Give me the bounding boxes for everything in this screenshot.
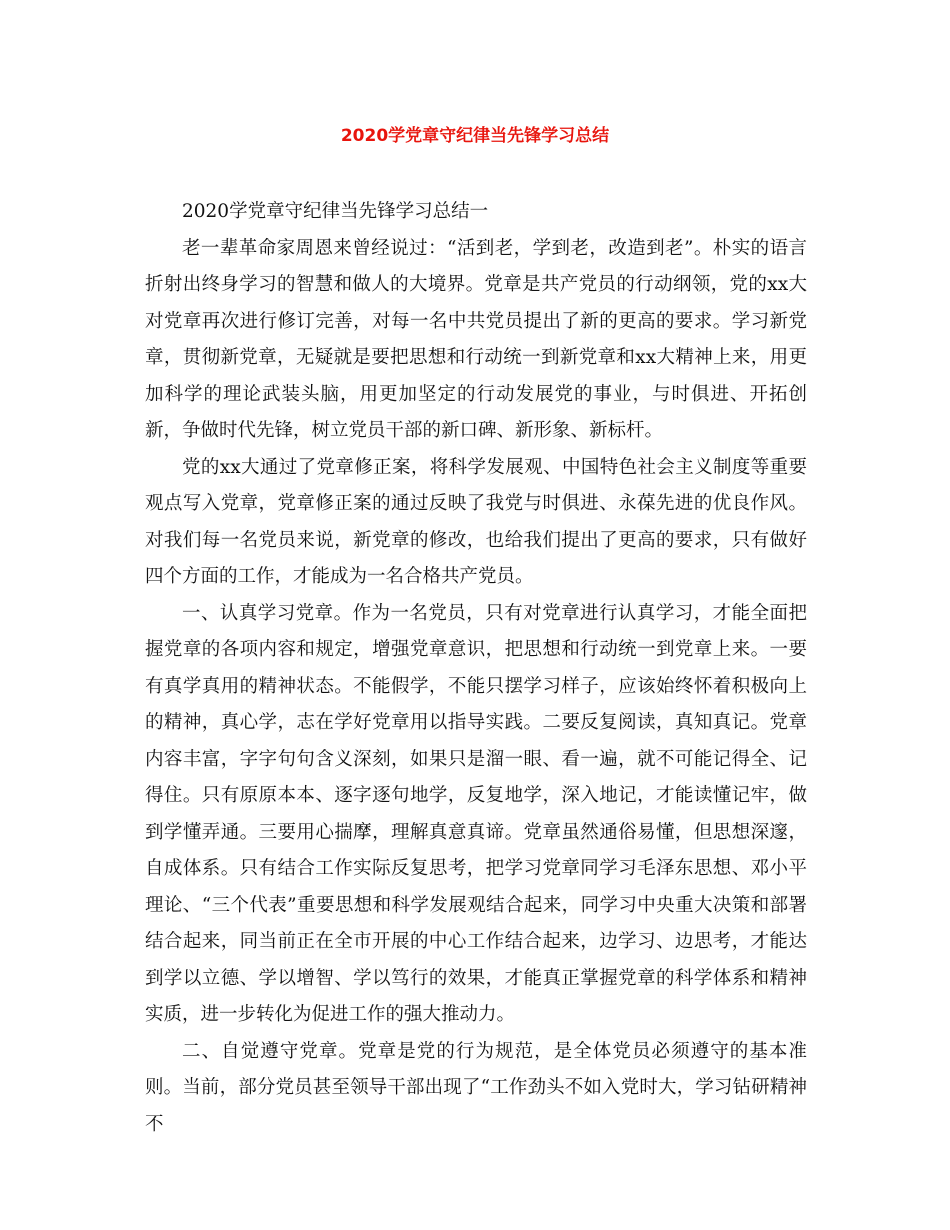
paragraph-4: 二、自觉遵守党章。党章是党的行为规范，是全体党员必须遵守的基本准则。当前，部分党员甚至领导干部出现了“工作劲头不如入党时大，学习钻研精神不 [145,1040,807,1135]
document-title: 2020学党章守纪律当先锋学习总结 [340,126,610,146]
paragraph-2: 党的xx大通过了党章修正案，将科学发展观、中国特色社会主义制度等重要观点写入党章，党章修正案的通过反映了我党与时俱进、永葆先进的优良作风。对我们每一名党员来说，新党章的修改，也给我们提出了更高的要求，只有做好四个方面的工作，才能成为一名合格共产党员。 [145,456,807,587]
paragraph-1: 老一辈革命家周恩来曾经说过：“活到老，学到老，改造到老”。朴实的语言折射出终身学习的智慧和做人的大境界。党章是共产党员的行动纲领，党的xx大对党章再次进行修订完善，对每一名中共党员提出了新的更高的要求。学习新党章，贯彻新党章，无疑就是要把思想和行动统一到新党章和xx大精神上来，用更加科学的理论武装头脑，用更加坚定的行动发展党的事业，与时俱进、开拓创新，争做时代先锋，树立党员干部的新口碑、新形象、新标杆。 [145,237,807,441]
document-body [145,194,807,1143]
paragraph-3: 一、认真学习党章。作为一名党员，只有对党章进行认真学习，才能全面把握党章的各项内容和规定，增强党章意识，把思想和行动统一到党章上来。一要有真学真用的精神状态。不能假学，不能只摆学习样子，应该始终怀着积极向上的精神，真心学，志在学好党章用以指导实践。二要反复阅读，真知真记。党章内容丰富，字字句句含义深刻，如果只是溜一眼、看一遍，就不可能记得全、记得住。只有原原本本、逐字逐句地学，反复地学，深入地记，才能读懂记牢，做到学懂弄通。三要用心揣摩，理解真意真谛。党章虽然通俗易懂，但思想深邃，自成体系。只有结合工作实际反复思考，把学习党章同学习毛泽东思想、邓小平理论、“三个代表”重要思想和科学发展观结合起来，同学习中央重大决策和部署结合起来，同当前正在全市开展的中心工作结合起来，边学习、边思考，才能达到学以立德、学以增智、学以笃行的效果，才能真正掌握党章的科学体系和精神实质，进一步转化为促进工作的强大推动力。 [145,602,807,1025]
section-heading: 2020学党章守纪律当先锋学习总结一 [182,201,489,222]
